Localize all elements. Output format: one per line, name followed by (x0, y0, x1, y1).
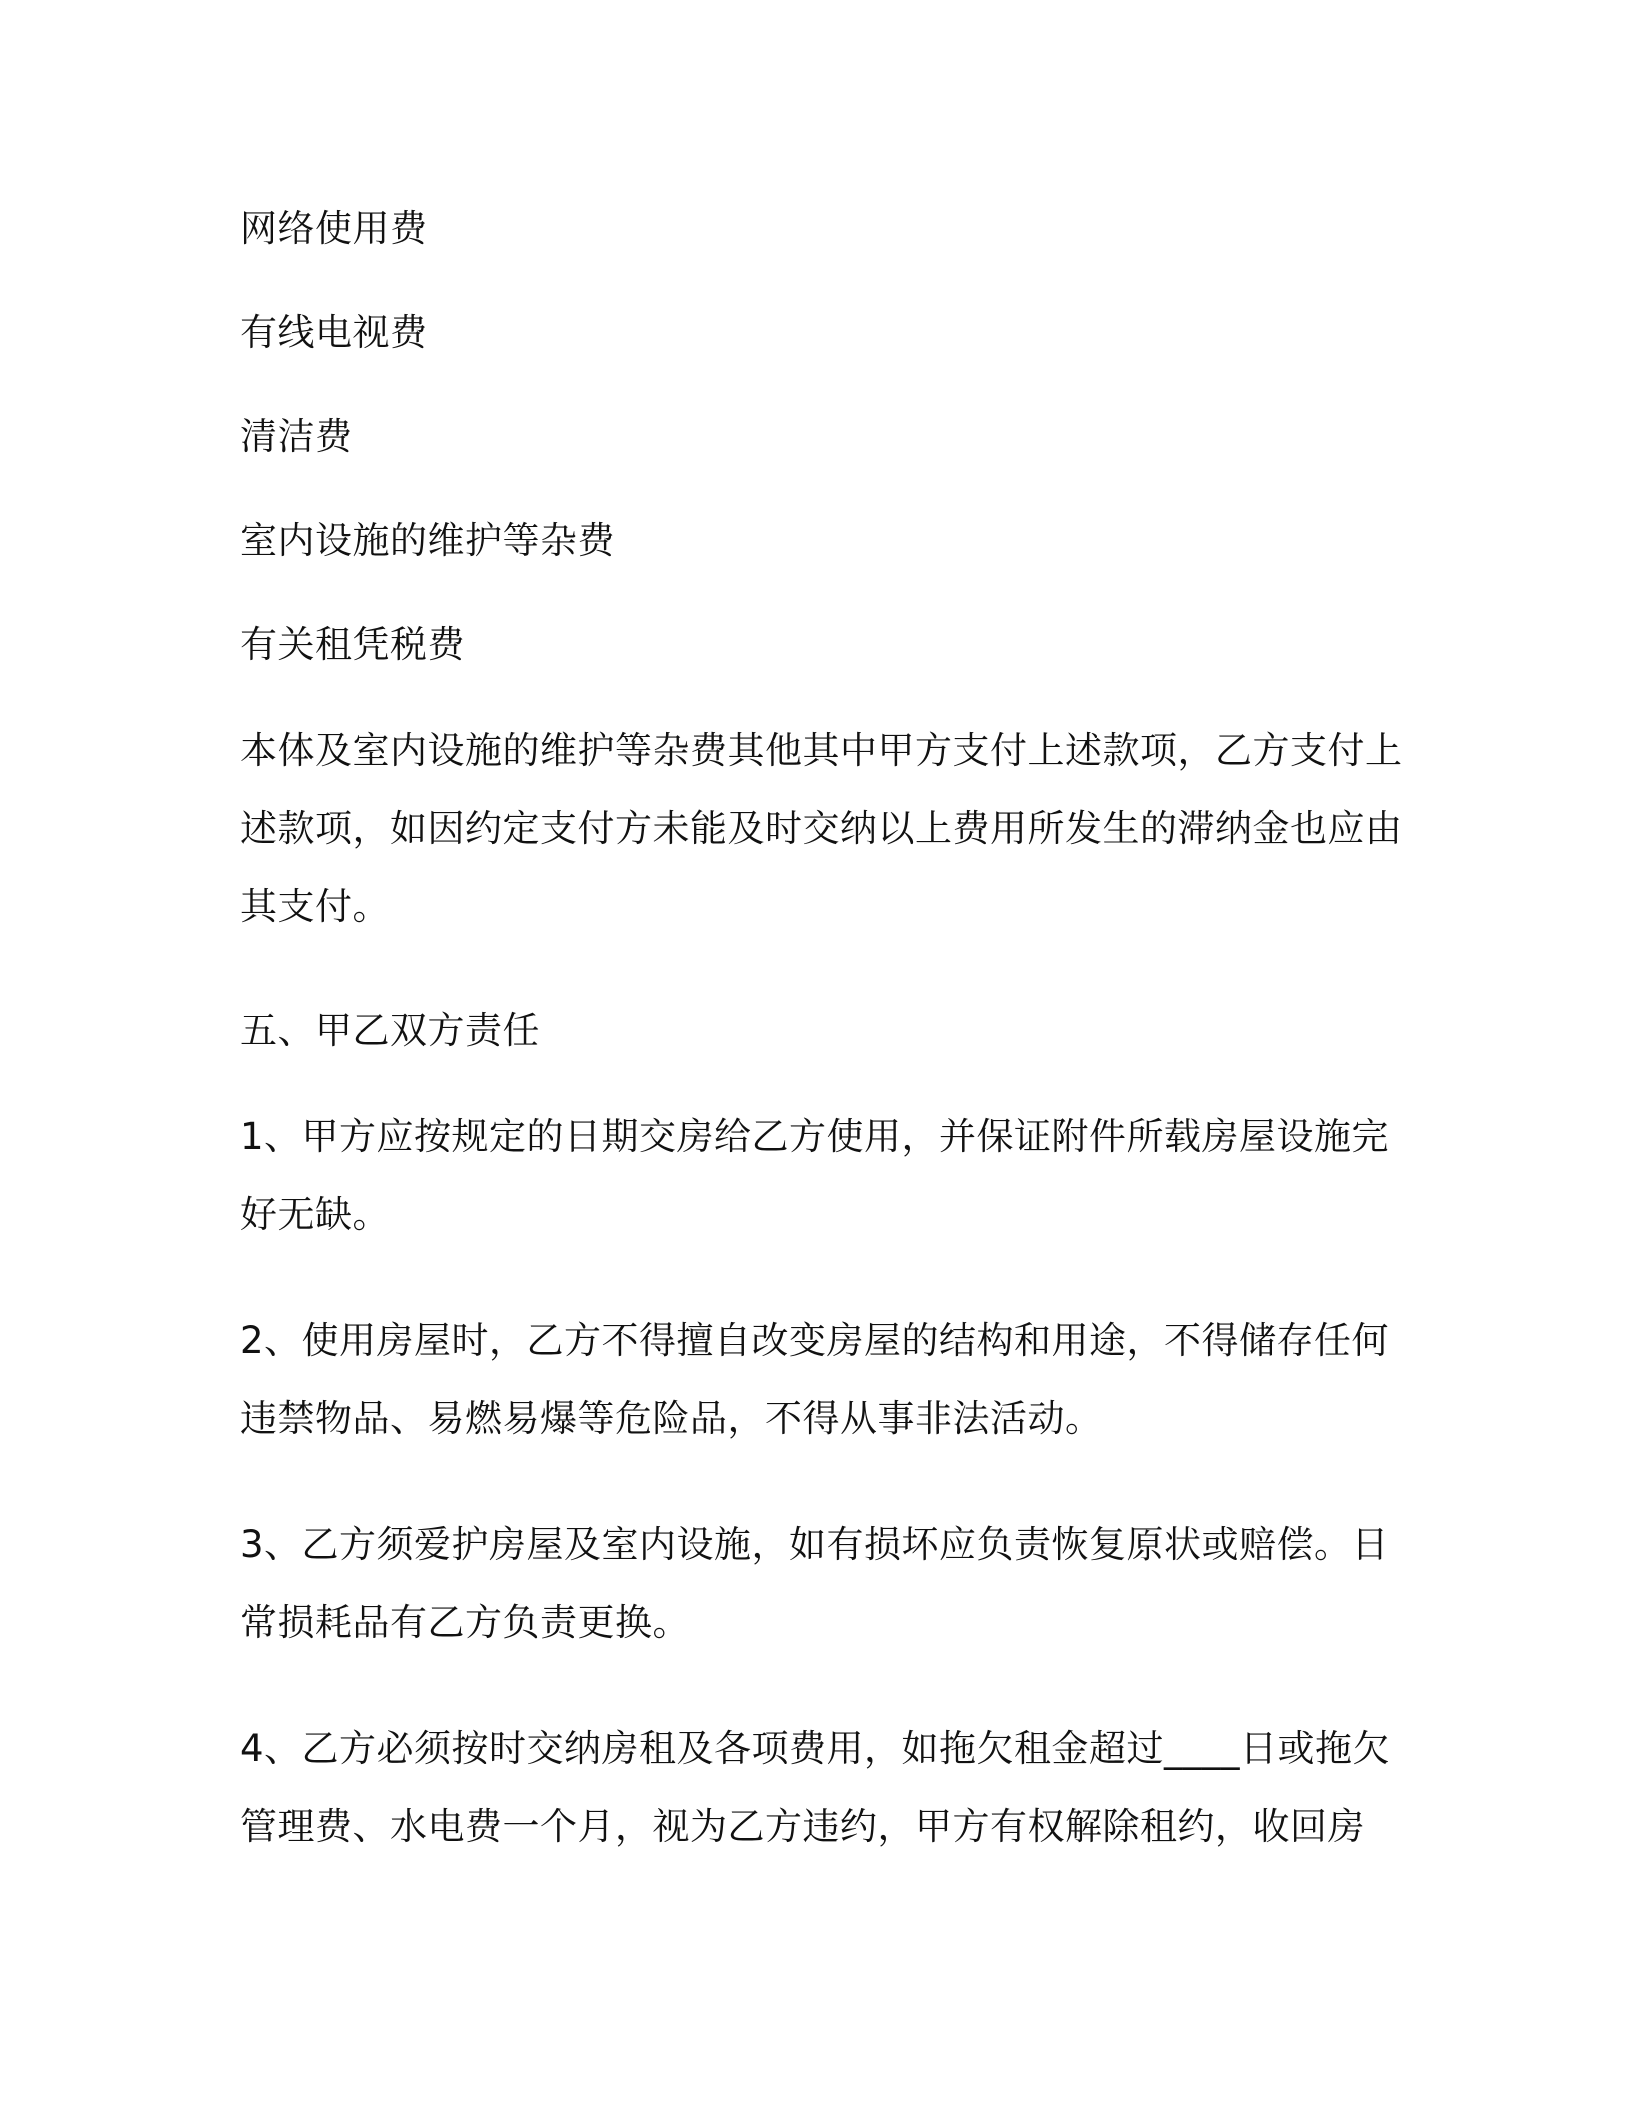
fee-item-tax: 有关租凭税费 (240, 623, 465, 666)
fee-item-cable-tv: 有线电视费 (240, 311, 428, 354)
clause-1: 1、甲方应按规定的日期交房给乙方使用，并保证附件所载房屋设施完好无缺。 (240, 1115, 1390, 1236)
clause-3: 3、乙方须爱护房屋及室内设施，如有损坏应负责恢复原状或赔偿。日常损耗品有乙方负责更换。 (240, 1523, 1390, 1644)
section-heading-responsibilities: 五、甲乙双方责任 (240, 1009, 540, 1052)
payment-paragraph: 本体及室内设施的维护等杂费其他其中甲方支付上述款项，乙方支付上述款项，如因约定支付方未能及时交纳以上费用所发生的滞纳金也应由其支付。 (240, 729, 1403, 928)
clause-2: 2、使用房屋时，乙方不得擅自改变房屋的结构和用途，不得储存任何违禁物品、易燃易爆等危险品，不得从事非法活动。 (240, 1319, 1390, 1440)
document-body (240, 190, 1410, 1866)
clause-4: 4、乙方必须按时交纳房租及各项费用，如拖欠租金超过____日或拖欠管理费、水电费一个月，视为乙方违约，甲方有权解除租约，收回房 (240, 1727, 1391, 1848)
fee-item-cleaning: 清洁费 (240, 415, 353, 458)
fee-item-network: 网络使用费 (240, 207, 428, 250)
fee-item-maintenance: 室内设施的维护等杂费 (240, 519, 615, 562)
